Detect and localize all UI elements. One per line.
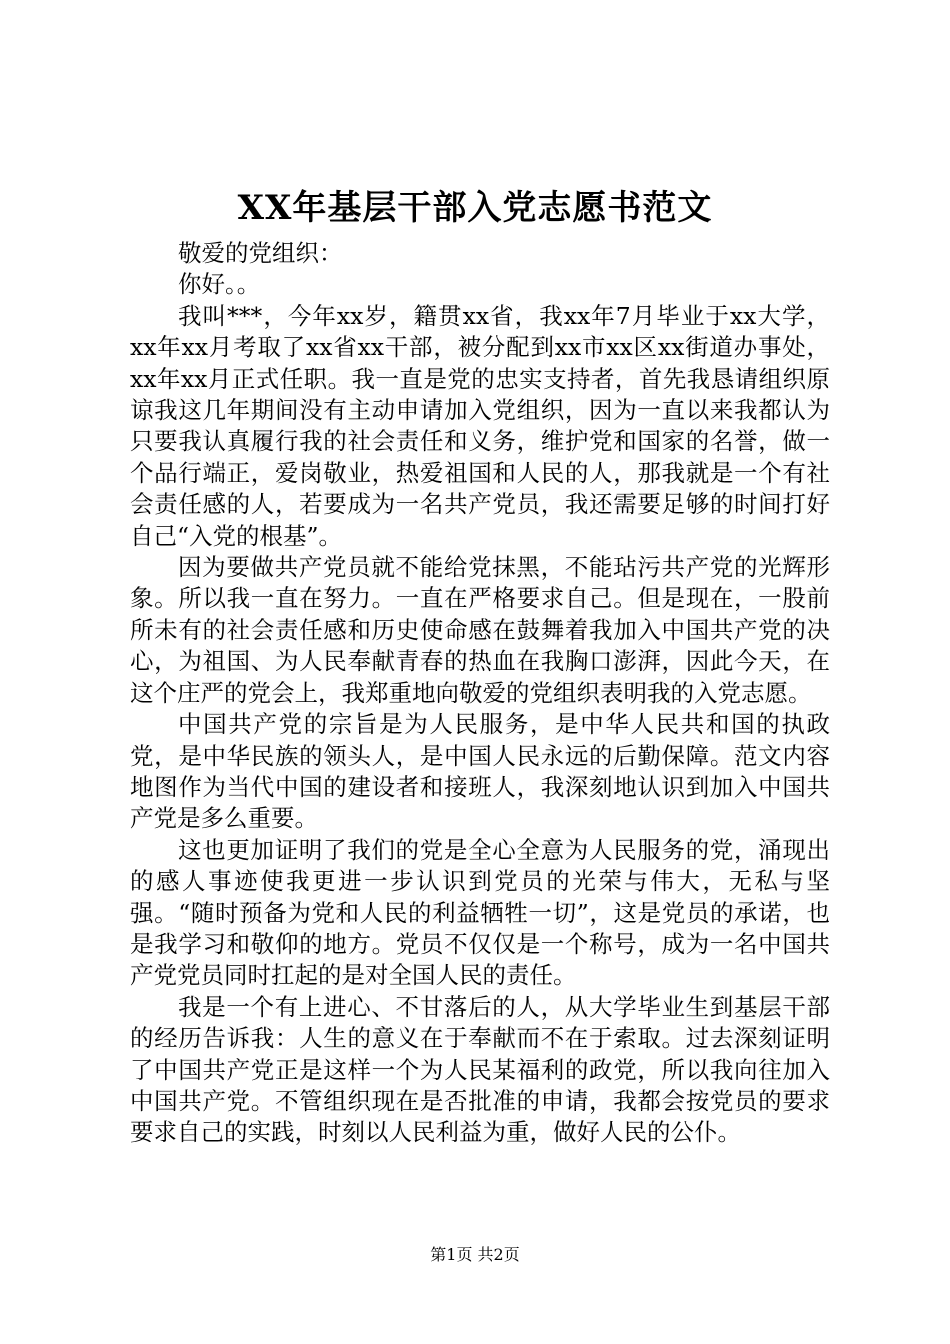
document-body (130, 238, 830, 1149)
salutation: 敬爱的党组织： (178, 239, 343, 267)
paragraph-3: 中国共产党的宗旨是为人民服务，是中华人民共和国的执政党，是中华民族的领头人，是中国人民永远的后勤保障。范文内容地图作为当代中国的建设者和接班人，我深刻地认识到加入中国共产党是多么重要。 (130, 710, 830, 833)
paragraph-1: 我叫***，今年xx岁，籍贯xx省，我xx年7月毕业于xx大学，xx年xx月考取了xx省xx干部，被分配到xx市xx区xx街道办事处，xx年xx月正式任职。我一直是党的忠实支持者，首先我恳请组织原谅我这几年期间没有主动申请加入党组织，因为一直以来我都认为只要我认真履行我的社会责任和义务，维护党和国家的名誉，做一个品行端正，爱岗敬业，热爱祖国和人民的人，那我就是一个有社会责任感的人，若要成为一名共产党员，我还需要足够的时间打好自己“入党的根基”。 (130, 301, 830, 550)
paragraph-2: 因为要做共产党员就不能给党抹黑，不能玷污共产党的光辉形象。所以我一直在努力。一直在严格要求自己。但是现在，一股前所未有的社会责任感和历史使命感在鼓舞着我加入中国共产党的决心，为祖国、为人民奉献青春的热血在我胸口澎湃，因此今天，在这个庄严的党会上，我郑重地向敬爱的党组织表明我的入党志愿。 (130, 553, 830, 707)
page-indicator: 第1页 共2页 (430, 1245, 520, 1264)
paragraph-4: 这也更加证明了我们的党是全心全意为人民服务的党，涌现出的感人事迹使我更进一步认识到党员的光荣与伟大，无私与坚强。“随时预备为党和人民的利益牺牲一切”，这是党员的承诺，也是我学习和敬仰的地方。党员不仅仅是一个称号，成为一名中国共产党党员同时扛起的是对全国人民的责任。 (130, 835, 830, 990)
paragraph-5: 我是一个有上进心、不甘落后的人，从大学毕业生到基层干部的经历告诉我：人生的意义在于奉献而不在于索取。过去深刻证明了中国共产党正是这样一个为人民某福利的政党，所以我向往加入中国共产党。不管组织现在是否批准的申请，我都会按党员的要求要求自己的实践，时刻以人民利益为重，做好人民的公仆。 (130, 992, 830, 1147)
greeting: 你好。。 (178, 270, 261, 299)
document-title: XX年基层干部入党志愿书范文 (237, 188, 713, 228)
